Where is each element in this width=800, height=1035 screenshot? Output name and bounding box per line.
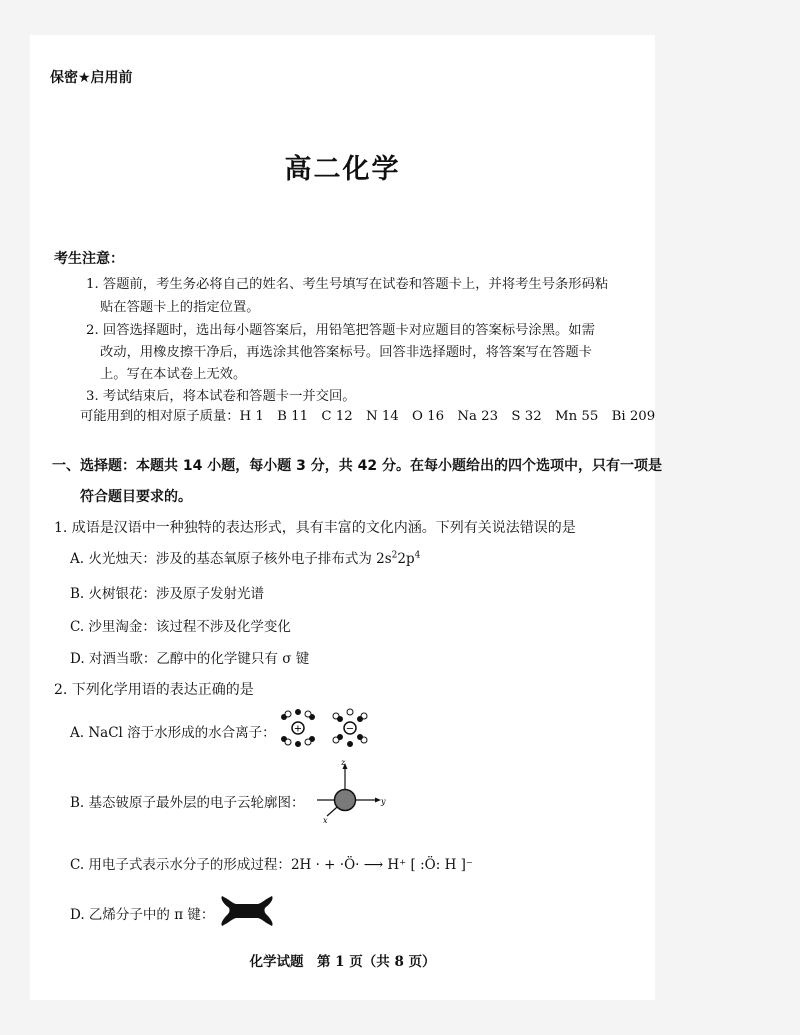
x-label: x: [323, 816, 328, 825]
notice-line: 1. 答题前，考生务必将自己的姓名、考生号填写在试卷和答题卡上，并将考生号条形码粘: [86, 277, 609, 292]
notice-line: 3. 考试结束后，将本试卷和答题卡一并交回。: [86, 389, 356, 404]
notice-line: 上。写在本试卷上无效。: [100, 367, 247, 382]
y-label: y: [381, 797, 386, 806]
s-orbital-diagram: [315, 760, 395, 825]
question-1-option-c: C. 沙里淘金：该过程不涉及化学变化: [70, 619, 291, 635]
exam-page: [30, 35, 662, 1000]
page-footer: 化学试题 第 1 页（共 8 页）: [249, 954, 436, 970]
question-2-option-a: A. NaCl 溶于水形成的水合离子：: [70, 725, 276, 741]
z-label: z: [341, 758, 346, 767]
section-heading: 一、选择题：本题共 14 小题，每小题 3 分，共 42 分。在每小题给出的四个选项中，只有一项是: [52, 458, 662, 474]
section-heading-cont: 符合题目要求的。: [80, 489, 192, 505]
anion-sign: −: [345, 723, 355, 735]
page-title: 高二化学: [284, 154, 401, 185]
question-1-option-d: D. 对酒当歌：乙醇中的化学键只有 σ 键: [70, 651, 310, 667]
notice-line: 2. 回答选择题时，选出每小题答案后，用铅笔把答题卡对应题目的答案标号涂黑。如需: [86, 323, 595, 338]
question-1-option-b: B. 火树银花：涉及原子发射光谱: [70, 586, 265, 602]
hydrated-cation: [281, 709, 315, 747]
question-2-option-d: D. 乙烯分子中的 π 键：: [70, 907, 215, 923]
question-2-stem: 2. 下列化学用语的表达正确的是: [54, 682, 254, 698]
notice-heading: 考生注意：: [54, 251, 124, 267]
notice-line: 改动，用橡皮擦干净后，再选涂其他答案标号。回答非选择题时，将答案写在答题卡: [100, 345, 592, 360]
question-1-stem: 1. 成语是汉语中一种独特的表达形式，具有丰富的文化内涵。下列有关说法错误的是: [54, 520, 576, 536]
orbital-sphere: [335, 790, 356, 811]
hydrated-anion: [333, 709, 367, 747]
cation-sign: +: [293, 723, 303, 735]
atomic-masses-line: 可能用到的相对原子质量：H 1 B 11 C 12 N 14 O 16 Na 23 S 32 Mn 55 Bi 209: [80, 409, 656, 424]
pi-bond-diagram: [216, 890, 278, 932]
confidential-label: 保密★启用前: [50, 70, 133, 86]
water-formation-formula: 2H · + ·Ö· ⟶ H⁺ [ :Ö: H ]⁻: [290, 857, 474, 873]
question-1-option-a: A. 火光烛天：涉及的基态氧原子核外电子排布式为 $2s^22p^4$: [70, 550, 421, 567]
question-2-option-b: B. 基态铍原子最外层的电子云轮廓图：: [70, 795, 305, 811]
question-2-option-c: C. 用电子式表示水分子的形成过程：2H · + ·Ö· ⟶ H⁺ [ :Ö: H ]⁻: [70, 857, 474, 873]
notice-line: 贴在答题卡上的指定位置。: [100, 300, 260, 315]
hydrated-ions-diagram: [278, 707, 378, 749]
